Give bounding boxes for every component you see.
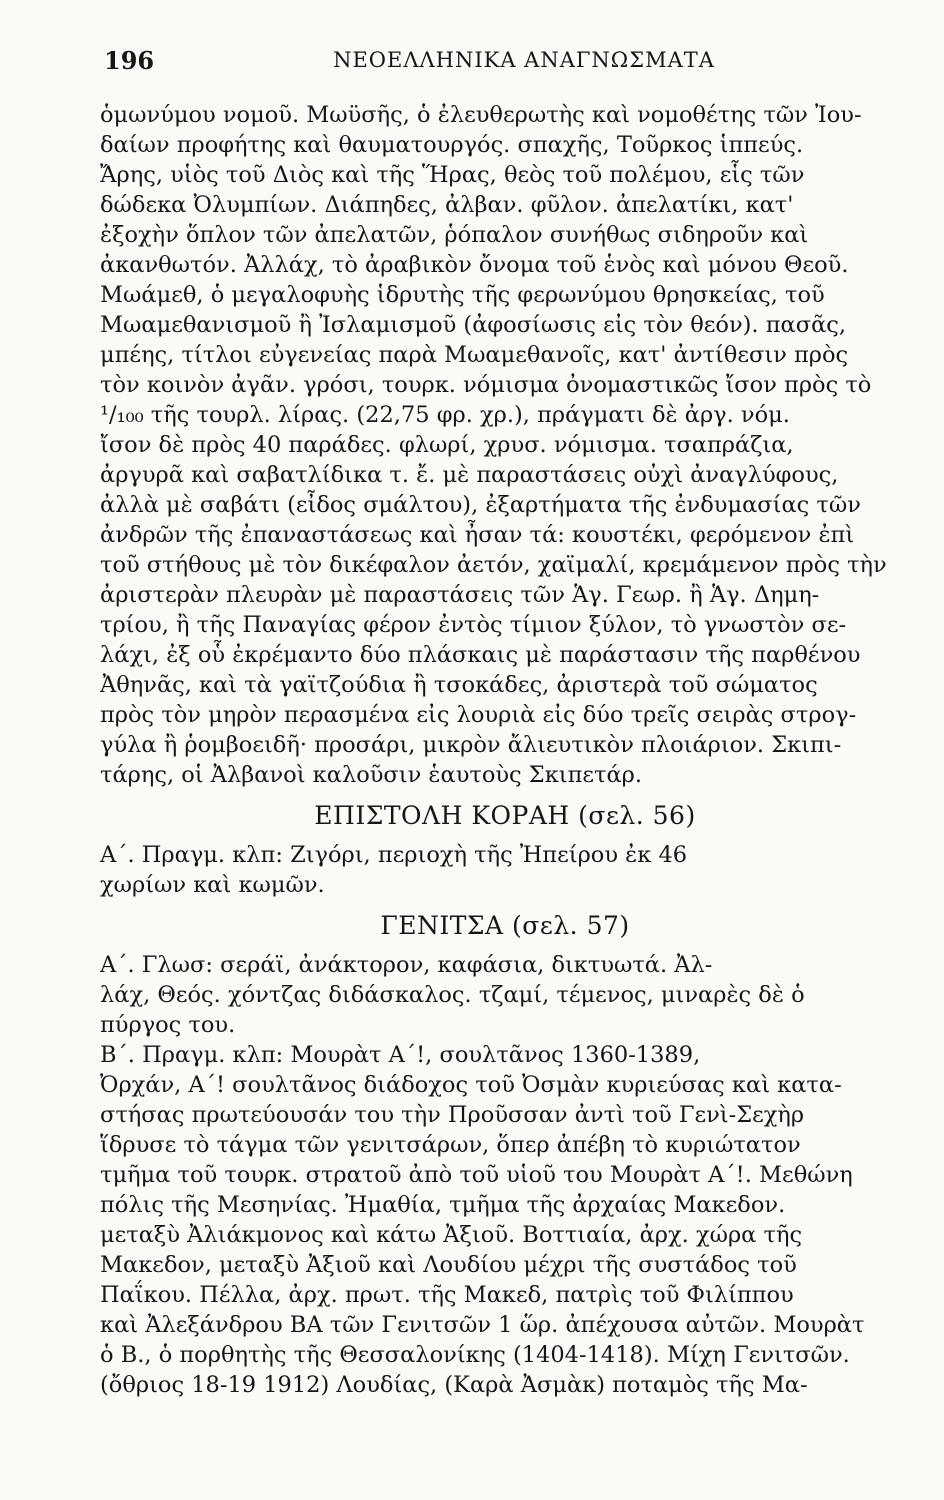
text-line: τρίου, ἢ τῆς Παναγίας φέρον ἐντὸς τίμιον ξύλον, τὸ γνωστὸν σε- bbox=[100, 612, 847, 638]
text-line: Β΄. Πραγμ. κλπ: Μουρὰτ Α΄!, σουλτᾶνος 1360-1389, bbox=[100, 1042, 701, 1068]
text-line: τάρης, οἱ Ἀλβανοὶ καλοῦσιν ἑαυτοὺς Σκιπετάρ. bbox=[100, 762, 643, 788]
text-line: τμῆμα τοῦ τουρκ. στρατοῦ ἀπὸ τοῦ υἱοῦ του Μουρὰτ Α΄!. Μεθώνη bbox=[100, 1162, 853, 1188]
text-line: πόλις τῆς Μεσηνίας. Ἠμαθία, τμῆμα τῆς ἀρχαίας Μακεδον. bbox=[100, 1192, 786, 1218]
section-heading-genitsa: ΓΕΝΙΤΣΑ (σελ. 57) bbox=[380, 911, 630, 940]
text-line: χωρίων καὶ κωμῶν. bbox=[100, 872, 325, 898]
text-line: ἀνδρῶν τῆς ἐπαναστάσεως καὶ ἦσαν τά: κουστέκι, φερόμενον ἐπὶ bbox=[100, 522, 855, 548]
text-line: καὶ Ἀλεξάνδρου ΒΑ τῶν Γενιτσῶν 1 ὥρ. ἀπέχουσα αὐτῶν. Μουρὰτ bbox=[100, 1312, 865, 1338]
text-line: ¹/₁₀₀ τῆς τουρλ. λίρας. (22,75 φρ. χρ.), πράγματι δὲ ἀργ. νόμ. bbox=[100, 402, 790, 428]
text-line: Ἄρης, υἱὸς τοῦ Διὸς καὶ τῆς Ἥρας, θεὸς τοῦ πολέμου, εἷς τῶν bbox=[100, 162, 805, 188]
text-line: λάχι, ἐξ οὗ ἐκρέμαντο δύο πλάσκαις μὲ παράστασιν τῆς παρθένου bbox=[100, 642, 861, 668]
glossary-paragraph bbox=[100, 100, 910, 790]
text-line: Μωάμεθ, ὁ μεγαλοφυὴς ἱδρυτὴς τῆς φερωνύμου θρησκείας, τοῦ bbox=[100, 282, 825, 308]
text-line: Α΄. Γλωσ: σεράϊ, ἀνάκτορον, καφάσια, δικτυωτά. Ἀλ- bbox=[100, 952, 713, 978]
text-line: στήσας πρωτεύουσάν του τὴν Προῦσσαν ἀντὶ τοῦ Γενὶ-Σεχὴρ bbox=[100, 1102, 805, 1128]
text-line: ἀριστερὰν πλευρὰν μὲ παραστάσεις τῶν Ἁγ. Γεωρ. ἢ Ἁγ. Δημη- bbox=[100, 582, 820, 608]
text-line: μπέης, τίτλοι εὐγενείας παρὰ Μωαμεθανοῖς, κατ' ἀντίθεσιν πρὸς bbox=[100, 342, 849, 368]
text-line: Μωαμεθανισμοῦ ἢ Ἰσλαμισμοῦ (ἀφοσίωσις εἰς τὸν θεόν). πασᾶς, bbox=[100, 312, 847, 338]
text-line: πύργος του. bbox=[100, 1012, 236, 1038]
page-body bbox=[100, 100, 910, 1400]
text-line: Ὀρχάν, Α΄! σουλτᾶνος διάδοχος τοῦ Ὀσμὰν κυριεύσας καὶ κατα- bbox=[100, 1072, 842, 1098]
text-line: ἀκανθωτόν. Ἀλλάχ, τὸ ἀραβικὸν ὄνομα τοῦ ἑνὸς καὶ μόνου Θεοῦ. bbox=[100, 252, 849, 278]
text-line: Παΐκου. Πέλλα, ἀρχ. πρωτ. τῆς Μακεδ, πατρὶς τοῦ Φιλίππου bbox=[100, 1282, 794, 1308]
text-line: πρὸς τὸν μηρὸν περασμένα εἰς λουριὰ εἰς δύο τρεῖς σειρὰς στρογ- bbox=[100, 702, 857, 728]
text-line: ἐξοχὴν ὅπλον τῶν ἀπελατῶν, ῥόπαλον συνήθως σιδηροῦν καὶ bbox=[100, 222, 809, 248]
section-2-paragraph bbox=[100, 950, 910, 1400]
section-heading-epistoli-korai: ΕΠΙΣΤΟΛΗ ΚΟΡΑΗ (σελ. 56) bbox=[314, 801, 696, 830]
text-line: λάχ, Θεός. χόντζας διδάσκαλος. τζαμί, τέμενος, μιναρὲς δὲ ὁ bbox=[100, 982, 805, 1008]
text-line: τὸν κοινὸν ἀγᾶν. γρόσι, τουρκ. νόμισμα ὀνομαστικῶς ἴσον πρὸς τὸ bbox=[100, 372, 872, 398]
running-title: ΝΕΟΕΛΛΗΝΙΚΑ ΑΝΑΓΝΩΣΜΑΤΑ bbox=[333, 48, 715, 72]
page-header bbox=[104, 46, 910, 86]
text-line: ἀλλὰ μὲ σαβάτι (εἶδος σμάλτου), ἐξαρτήματα τῆς ἐνδυμασίας τῶν bbox=[100, 492, 861, 518]
text-line: ἵδρυσε τὸ τάγμα τῶν γενιτσάρων, ὅπερ ἀπέβη τὸ κυριώτατον bbox=[100, 1132, 801, 1158]
text-line: μεταξὺ Ἀλιάκμονος καὶ κάτω Ἀξιοῦ. Βοττιαία, ἀρχ. χώρα τῆς bbox=[100, 1222, 803, 1248]
text-line: ἀργυρᾶ καὶ σαβατλίδικα τ. ἔ. μὲ παραστάσεις οὐχὶ ἀναγλύφους, bbox=[100, 462, 839, 488]
text-line: ὁμωνύμου νομοῦ. Μωϋσῆς, ὁ ἐλευθερωτὴς καὶ νομοθέτης τῶν Ἰου- bbox=[100, 102, 862, 128]
text-line: Μακεδον, μεταξὺ Ἀξιοῦ καὶ Λουδίου μέχρι τῆς συστάδος τοῦ bbox=[100, 1252, 797, 1278]
text-line: δαίων προφήτης καὶ θαυματουργός. σπαχῆς, Τοῦρκος ἱππεύς. bbox=[100, 132, 804, 158]
text-line: Ἀθηνᾶς, καὶ τὰ γαϊτζούδια ἢ τσοκάδες, ἀριστερὰ τοῦ σώματος bbox=[100, 672, 818, 698]
section-1-paragraph bbox=[100, 840, 910, 900]
text-line: δώδεκα Ὀλυμπίων. Διάπηδες, ἀλβαν. φῦλον. ἀπελατίκι, κατ' bbox=[100, 192, 794, 218]
text-line: τοῦ στήθους μὲ τὸν δικέφαλον ἀετόν, χαϊμαλί, κρεμάμενον πρὸς τὴν bbox=[100, 552, 887, 578]
text-line: (ὄθριος 18-19 1912) Λουδίας, (Καρὰ Ἀσμὰκ) ποταμὸς τῆς Μα- bbox=[100, 1372, 808, 1398]
page-number: 196 bbox=[104, 46, 155, 75]
text-line: ὁ Β., ὁ πορθητὴς τῆς Θεσσαλονίκης (1404-1418). Μίχη Γενιτσῶν. bbox=[100, 1342, 850, 1368]
text-line: Α΄. Πραγμ. κλπ: Ζιγόρι, περιοχὴ τῆς Ἠπείρου ἐκ 46 bbox=[100, 842, 688, 868]
text-line: ἴσον δὲ πρὸς 40 παράδες. φλωρί, χρυσ. νόμισμα. τσαπράζια, bbox=[100, 432, 794, 458]
text-line: γύλα ἢ ῥομβοειδῆ· προσάρι, μικρὸν ἄλιευτικὸν πλοιάριον. Σκιπι- bbox=[100, 732, 842, 758]
